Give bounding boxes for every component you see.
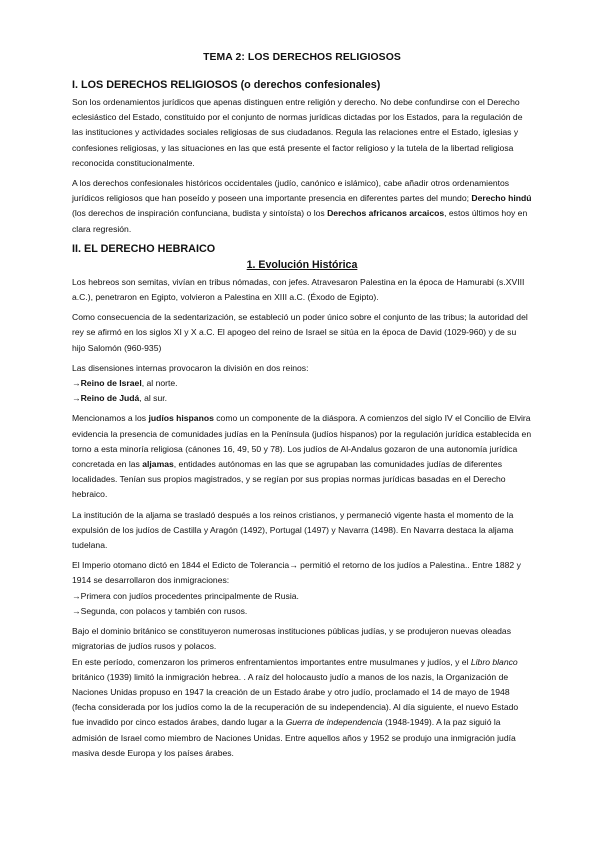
arrow-icon: → — [72, 378, 81, 389]
section-2-paragraph-2: Como consecuencia de la sedentarización, se estableció un poder único sobre el conjunto de las tribus; la autoridad del rey se afirmó en los siglos XI y X a.C. El apogeo del reino de Israel se sitúa en la época de David (1029-960) y de su hijo Salomón (960-935) — [72, 312, 528, 353]
p4-text-a: Mencionamos a los — [72, 413, 149, 424]
p8-italic-libro: Libro blanco — [470, 656, 518, 667]
kingdom-israel-rest: , al norte. — [141, 378, 178, 389]
arrow-icon: → — [72, 393, 81, 404]
section-2-paragraph-4 — [72, 411, 532, 502]
p4-bold-aljamas: aljamas — [142, 459, 174, 470]
p2-bold-hindu: Derecho hindú — [471, 193, 532, 204]
p6-second-immigration: →Segunda, con polacos y también con rusos. — [72, 605, 248, 616]
kingdom-juda-name: Reino de Judá — [80, 393, 140, 404]
section-2-paragraph-5: La institución de la aljama se trasladó después a los reinos cristianos, y permaneció vigente hasta el momento de la expulsión de los judíos de Castilla y Aragón (1492), Portugal (1497) y Navarra (1498). En Navarra destaca la aljama tudelana. — [72, 509, 514, 551]
section-1-paragraph-2 — [72, 176, 532, 237]
section-2-subheading: 1. Evolución Histórica — [246, 258, 358, 271]
p4-bold-judios: judíos hispanos — [148, 413, 214, 424]
kingdom-juda — [72, 391, 532, 406]
p8-text-a: En este período, comenzaron los primeros enfrentamientos importantes entre musulmanes y judíos, y el — [72, 656, 471, 667]
p6-first-immigration: →Primera con judíos procedentes principalmente de Rusia. — [72, 590, 299, 601]
kingdoms-intro: Las disensiones internas provocaron la división en dos reinos: — [72, 362, 309, 373]
section-2-paragraph-6 — [72, 558, 532, 619]
page-title: TEMA 2: LOS DERECHOS RELIGIOSOS — [203, 52, 401, 63]
section-2-paragraph-1: Los hebreos son semitas, vivían en tribus nómadas, con jefes. Atravesaron Palestina en la época de Hamurabi (s.XVIII a.C.), penetraron en Egipto, volvieron a Palestina en XIII a.C. (Éxodo de Egipto). — [72, 276, 525, 303]
p8-italic-guerra: Guerra de independencia — [285, 717, 383, 728]
section-2-paragraph-8 — [72, 655, 532, 761]
kingdom-juda-rest: , al sur. — [139, 393, 168, 404]
section-2-heading: II. EL DERECHO HEBRAICO — [72, 242, 216, 255]
p2-text-e: , estos últimos hoy en clara regresión. — [72, 208, 528, 234]
p8-text-c: británico (1939) limitó la inmigración hebrea. . A raíz del holocausto judío a manos de los nazis, la Organización de Naciones Unidas propuso en 1947 la creación de un Estado árabe y otro judío, proclamado el 14 de mayo de 1948 (fecha considerada por los judíos como la de la recuperación de su independencia). Al día siguiente, el nuevo Estado fue invadido por cinco estados árabes, dando lugar a la — [72, 671, 519, 728]
p8-text-e: (1948-1949). A la paz siguió la admisión de Israel como miembro de Naciones Unidas. Entre aquellos años y 1952 se produjo una inmigración judía masiva desde Europa y los países árabes. — [72, 717, 516, 758]
section-2-paragraph-7: Bajo el dominio británico se constituyeron numerosas instituciones públicas judías, y se produjeron nuevas oleadas migratorias de judíos rusos y polacos. — [72, 626, 512, 652]
kingdom-israel — [72, 376, 532, 391]
p4-text-c: como un componente de la diáspora. A comienzos del siglo IV el Concilio de Elvira evidencia la presencia de comunidades judías en la Península (judíos hispanos) por la regulación jurídica establecida en torno a esta minoría religiosa (cánones 16, 49, 50 y 78). Los judíos de Al-Andalus gozaron de una autonomía jurídica concretada en las — [72, 413, 532, 470]
kingdoms-block — [72, 361, 532, 407]
p6-text-a: El Imperio otomano dictó en 1844 el Edicto de Tolerancia→ permitió el retorno de los judíos a Palestina.. Entre 1882 y 1914 se desarrollaron dos inmigraciones: — [72, 560, 521, 586]
p2-bold-african: Derechos africanos arcaicos — [327, 208, 445, 219]
p4-text-e: , entidades autónomas en las que se agrupaban las comunidades judías de diferentes localidades. Tenían sus propios magistrados, y se regían por sus propias normas jurídicas basadas en el Derecho hebraico. — [72, 459, 506, 500]
section-1-heading — [72, 79, 532, 91]
section-1-paragraph-1: Son los ordenamientos jurídicos que apenas distinguen entre religión y derecho. No debe confundirse con el Derecho eclesiástico del Estado, constituido por el conjunto de normas jurídicas dictadas por los Estados, para la regulación de las instituciones y actividades sociales religiosas de sus ciudadanos. Regula las relaciones entre el Estado, iglesias y confesiones religiosas, y las situaciones en las que está presente el factor religioso y la tutela de la libertad religiosa reconocida constitucionalmente. — [72, 97, 523, 168]
kingdom-israel-name: Reino de Israel — [80, 378, 142, 389]
p2-text-c: (los derechos de inspiración confunciana, budista y sintoísta) o los — [72, 208, 328, 219]
section-1-heading-rest: (o derechos confesionales) — [237, 79, 381, 91]
p2-text-a: A los derechos confesionales históricos occidentales (judío, canónico e islámico), cabe añadir otros ordenamientos jurídicos religiosos que han poseído y poseen una importante presencia en diferentes partes del mundo; — [72, 178, 510, 204]
section-1-heading-bold: I. LOS DERECHOS RELIGIOSOS — [72, 79, 238, 91]
